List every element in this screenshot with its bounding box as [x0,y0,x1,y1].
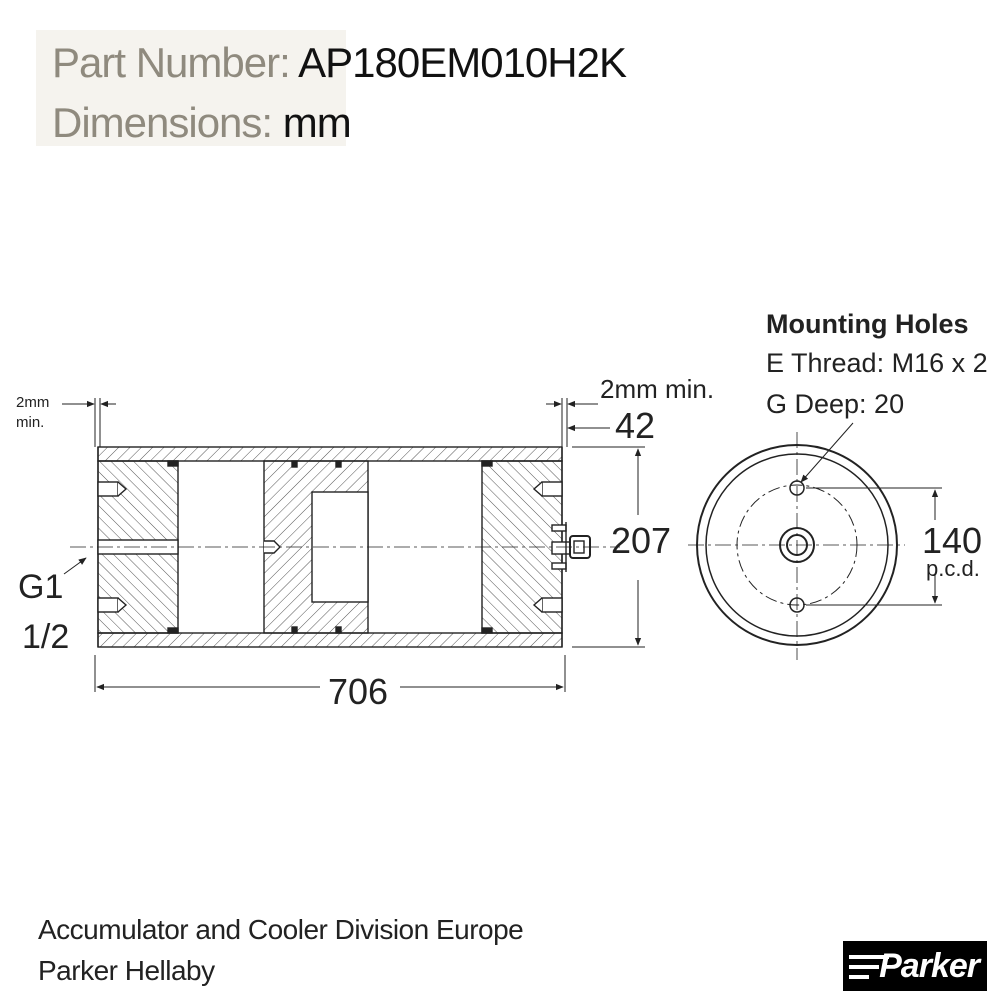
clearance-left-line2: min. [16,414,45,431]
clearance-left-line1: 2mm [16,394,50,411]
depth-spec: G Deep: 20 [766,389,905,419]
footer-division: Accumulator and Cooler Division Europe [38,914,524,945]
side-view [70,447,620,647]
port-thread-line2: 1/2 [22,618,70,656]
parker-logo-text: Parker [879,947,979,985]
mounting-holes-title: Mounting Holes [766,309,969,339]
barrel-top-wall [98,447,562,461]
clearance-right-label: 2mm min. [600,374,715,404]
thread-spec: E Thread: M16 x 2 [766,348,988,378]
part-number-value: AP180EM010H2K [298,39,626,86]
end-cap-length-label: 42 [615,405,656,446]
pcd-unit: p.c.d. [926,556,980,581]
part-number-label: Part Number: [52,39,290,86]
dimensions-label: Dimensions: [52,99,273,146]
pcd-value: 140 [922,520,983,561]
outer-diameter-label: 207 [611,520,672,561]
overall-length-label: 706 [328,671,389,712]
footer-company: Parker Hellaby [38,955,215,986]
end-view [688,423,942,660]
parker-logo [843,941,987,991]
dimensions-value: mm [282,99,351,146]
port-thread-line1: G1 [18,568,64,606]
barrel-bottom-wall [98,633,562,647]
